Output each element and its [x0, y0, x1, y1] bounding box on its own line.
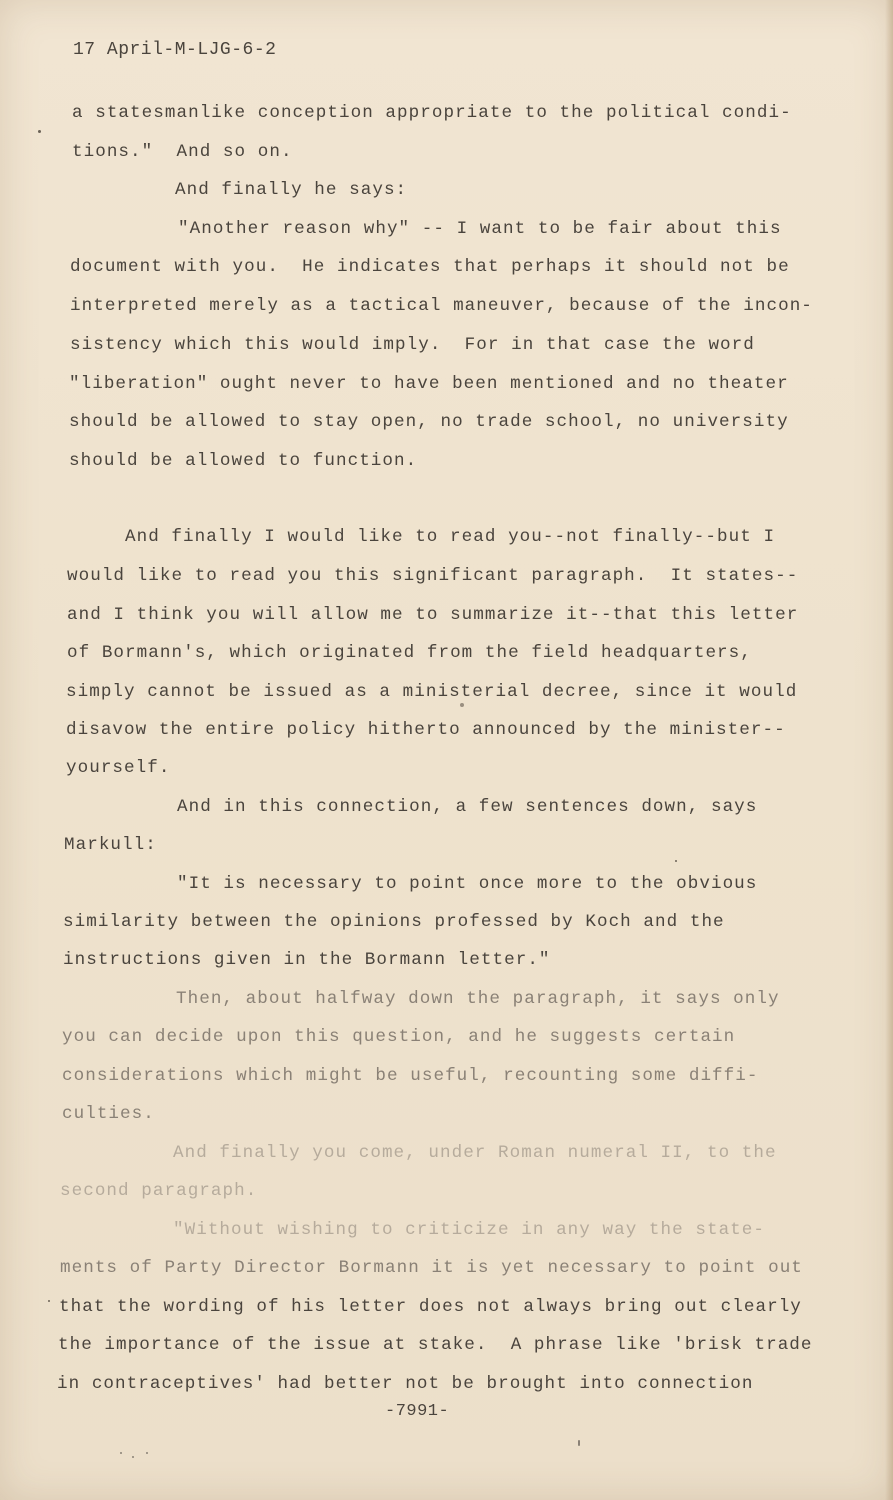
text-line-6: interpreted merely as a tactical maneuver, because of the incon- — [70, 296, 813, 316]
text-line-2: tions." And so on. — [72, 142, 293, 162]
text-line-20: "It is necessary to point once more to the obvious — [177, 874, 758, 894]
document-header: 17 April-M-LJG-6-2 — [73, 40, 277, 60]
paper-speck — [675, 860, 677, 862]
text-line-17: yourself. — [66, 758, 171, 778]
paper-speck — [460, 703, 464, 707]
text-line-13: and I think you will allow me to summarize it--that this letter — [67, 605, 799, 625]
text-line-9: should be allowed to stay open, no trade school, no university — [69, 412, 789, 432]
text-line-15: simply cannot be issued as a ministerial decree, since it would — [66, 682, 798, 702]
paper-speck — [578, 1440, 580, 1446]
paper-speck — [120, 1452, 122, 1454]
text-line-29: "Without wishing to criticize in any way the state- — [173, 1220, 766, 1240]
text-line-12: would like to read you this significant paragraph. It states-- — [67, 566, 799, 586]
text-line-26: culties. — [62, 1104, 155, 1124]
text-line-31: that the wording of his letter does not always bring out clearly — [59, 1297, 802, 1317]
text-line-25: considerations which might be useful, recounting some diffi- — [62, 1066, 759, 1086]
text-line-3: And finally he says: — [175, 180, 408, 200]
paper-speck — [132, 1456, 134, 1458]
text-line-16: disavow the entire policy hitherto announced by the minister-- — [66, 720, 786, 740]
text-line-10: should be allowed to function. — [69, 451, 418, 471]
text-line-24: you can decide upon this question, and he suggests certain — [62, 1027, 736, 1047]
text-line-19: Markull: — [64, 835, 157, 855]
text-line-4: "Another reason why" -- I want to be fair about this — [178, 219, 782, 239]
paper-edge-shadow — [885, 0, 893, 1500]
text-line-21: similarity between the opinions professed by Koch and the — [63, 912, 725, 932]
text-line-1: a statesmanlike conception appropriate to the political condi- — [72, 103, 792, 123]
page-number: -7991- — [385, 1402, 450, 1421]
text-line-30: ments of Party Director Bormann it is yet necessary to point out — [60, 1258, 803, 1278]
text-line-27: And finally you come, under Roman numeral II, to the — [173, 1143, 777, 1163]
paper-speck — [146, 1452, 148, 1454]
text-line-7: sistency which this would imply. For in that case the word — [70, 335, 755, 355]
paper-speck — [48, 1300, 50, 1302]
text-line-8: "liberation" ought never to have been mentioned and no theater — [69, 374, 789, 394]
paper-speck — [38, 130, 41, 133]
text-line-33: in contraceptives' had better not be brought into connection — [57, 1374, 754, 1394]
text-line-22: instructions given in the Bormann letter." — [63, 950, 551, 970]
text-line-5: document with you. He indicates that perhaps it should not be — [70, 257, 790, 277]
text-line-11: And finally I would like to read you--not finally--but I — [125, 527, 776, 547]
text-line-23: Then, about halfway down the paragraph, it says only — [176, 989, 780, 1009]
text-line-32: the importance of the issue at stake. A phrase like 'brisk trade — [58, 1335, 813, 1355]
text-line-18: And in this connection, a few sentences down, says — [177, 797, 758, 817]
text-line-14: of Bormann's, which originated from the field headquarters, — [67, 643, 752, 663]
text-line-28: second paragraph. — [60, 1181, 258, 1201]
